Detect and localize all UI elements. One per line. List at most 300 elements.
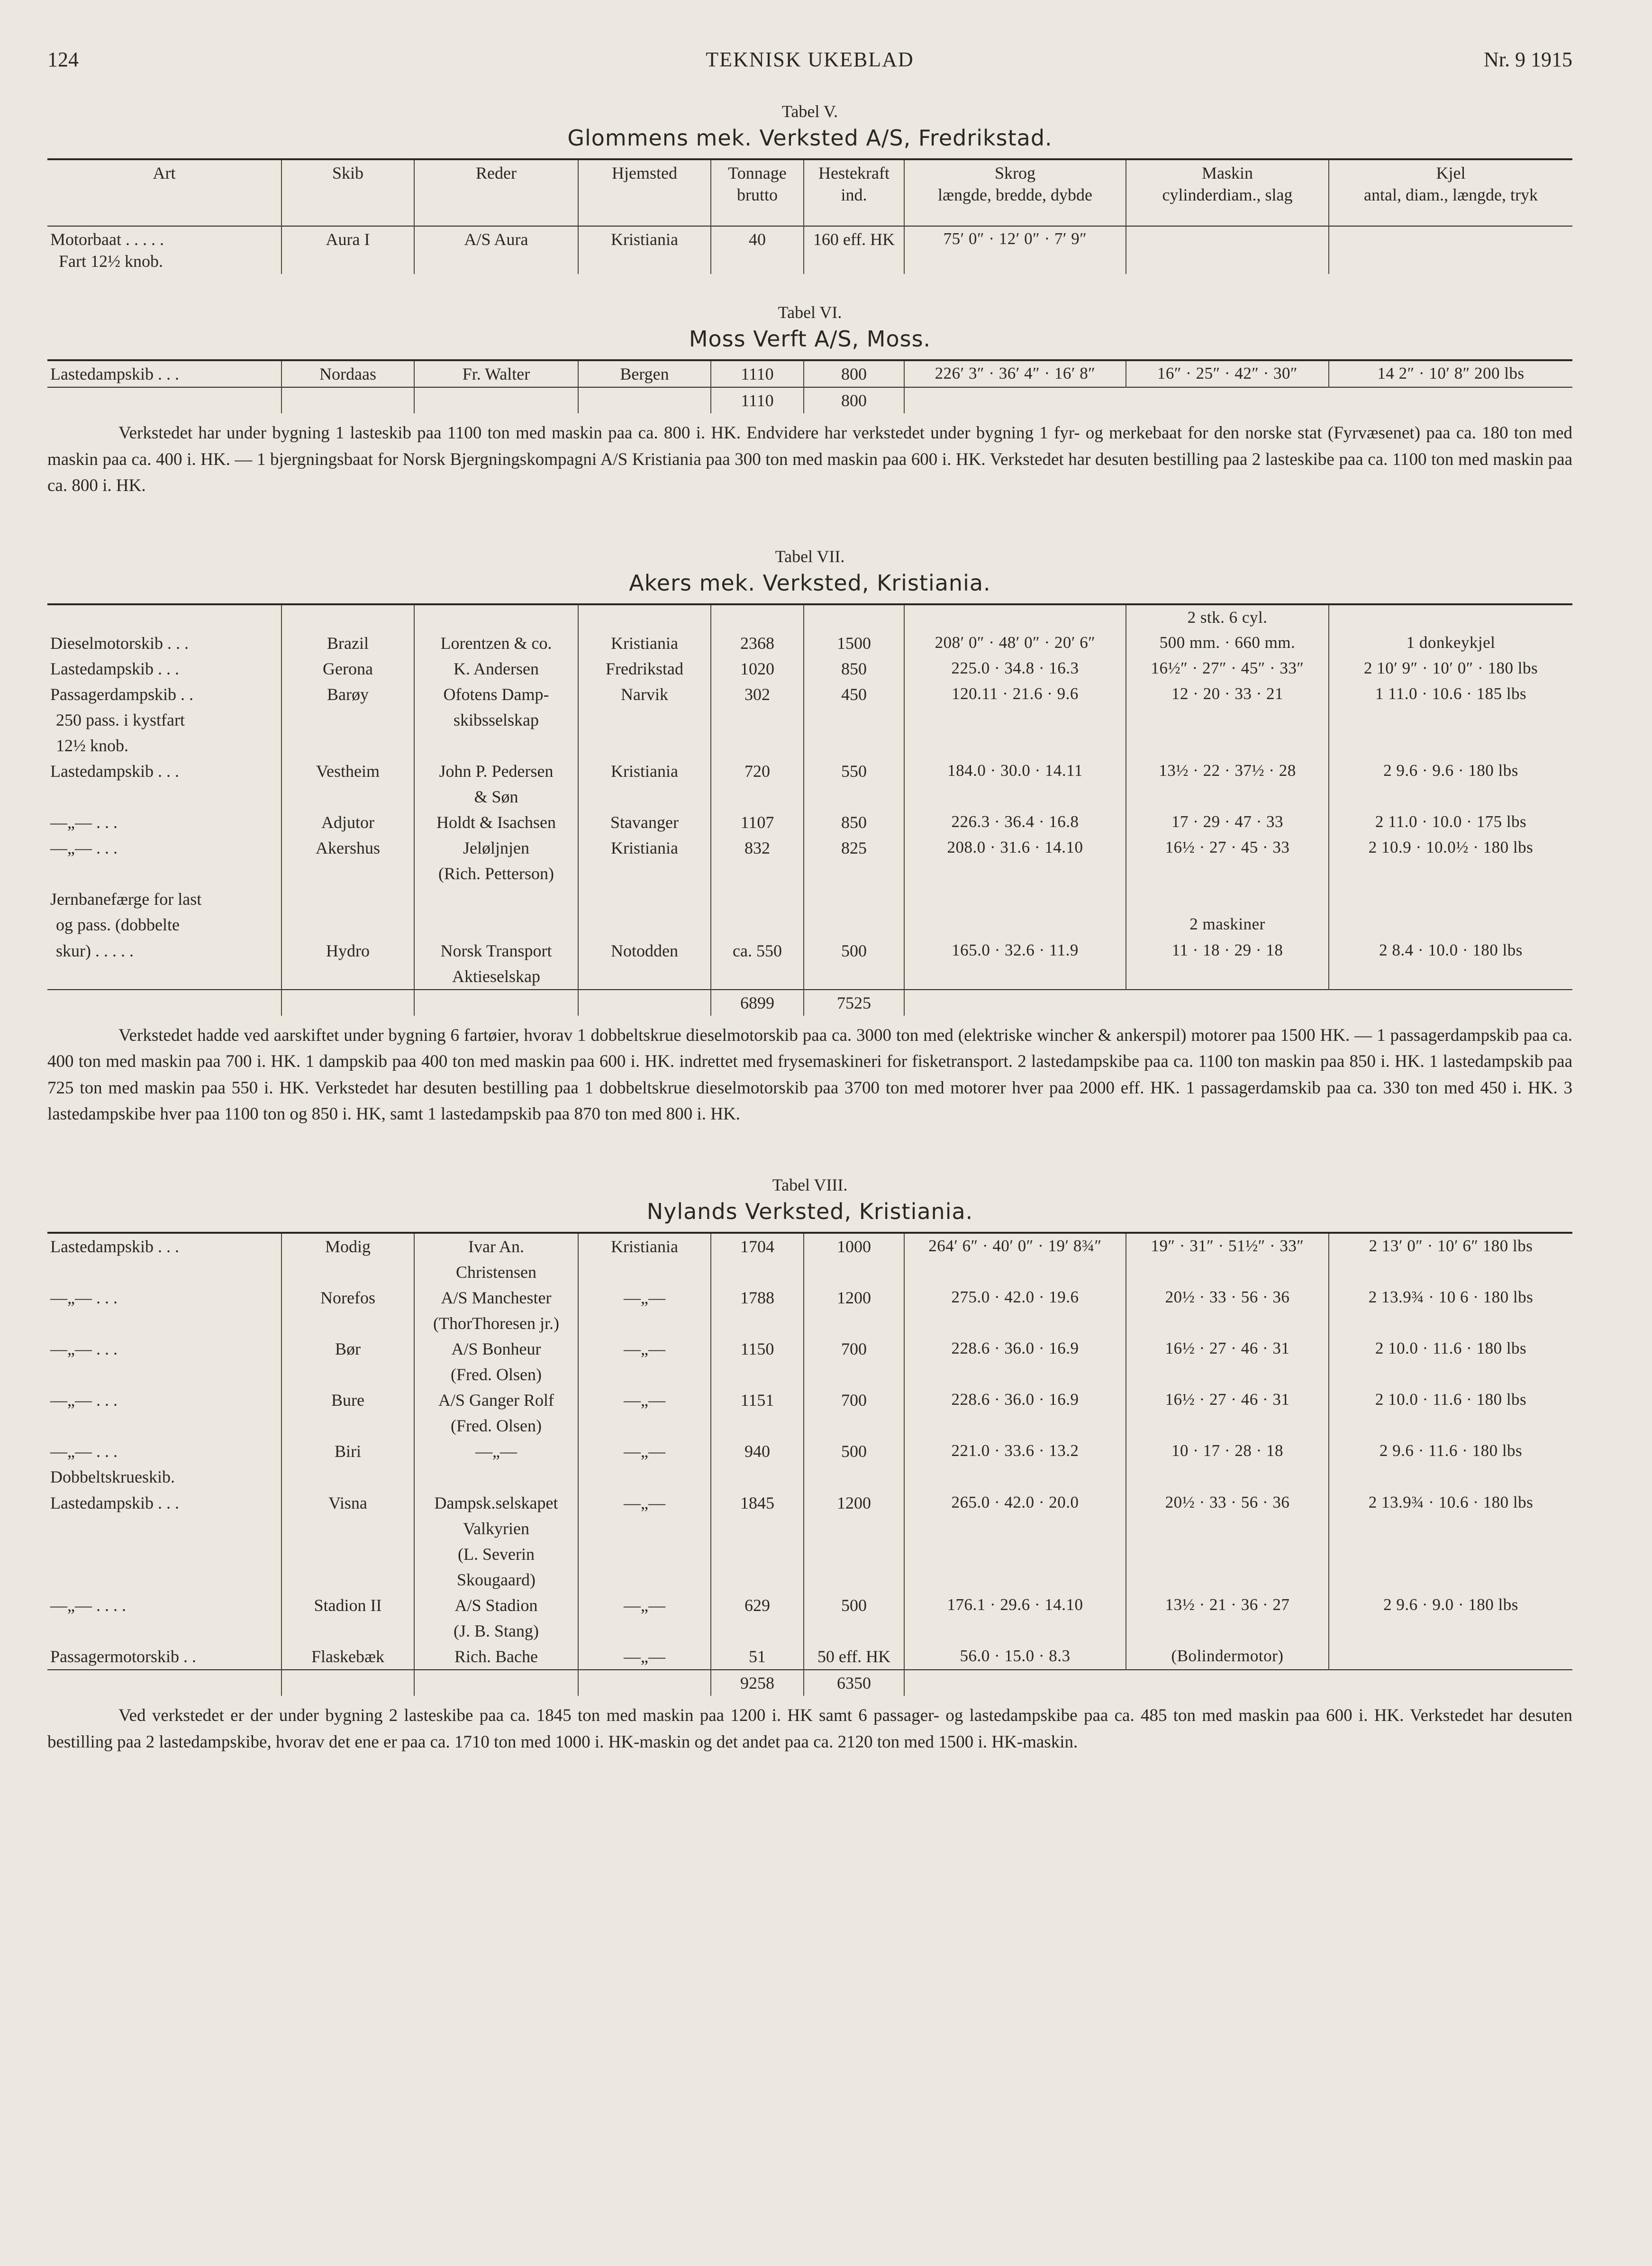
cell-kjel bbox=[1329, 1516, 1572, 1541]
cell-reder: Jeløljnjen bbox=[414, 835, 578, 861]
total-hestekraft: 7525 bbox=[804, 990, 904, 1016]
table-vi-caption: Tabel VI. bbox=[778, 303, 842, 322]
cell-art bbox=[47, 861, 281, 886]
cell-kjel bbox=[1329, 604, 1572, 630]
cell-skib: Visna bbox=[281, 1490, 414, 1516]
cell-kjel: 2 13′ 0″ · 10′ 6″ 180 lbs bbox=[1329, 1233, 1572, 1259]
cell-art-note: Fart 12½ knob. bbox=[59, 252, 163, 271]
cell-art: Lastedampskib . . . bbox=[50, 364, 179, 384]
cell-kjel: 2 10.0 · 11.6 · 180 lbs bbox=[1329, 1387, 1572, 1413]
table-row bbox=[47, 1336, 1572, 1362]
cell-kjel: 14 2″ · 10′ 8″ 200 lbs bbox=[1329, 360, 1572, 387]
cell-reder: Dampsk.selskapet bbox=[414, 1490, 578, 1516]
cell-maskin: 10 · 17 · 28 · 18 bbox=[1126, 1438, 1329, 1464]
cell-hjemsted bbox=[578, 964, 711, 990]
cell-hjemsted bbox=[578, 1516, 711, 1541]
cell-kjel bbox=[1329, 226, 1572, 274]
cell-art: Lastedampskib . . . bbox=[50, 659, 179, 678]
cell-maskin bbox=[1126, 1464, 1329, 1490]
cell-kjel: 2 9.6 · 11.6 · 180 lbs bbox=[1329, 1438, 1572, 1464]
table-vii bbox=[47, 603, 1572, 1016]
cell-skrog: 226.3 · 36.4 · 16.8 bbox=[904, 810, 1126, 835]
cell-maskin: 13½ · 21 · 36 · 27 bbox=[1126, 1593, 1329, 1618]
table-vii-note: Verkstedet hadde ved aarskiftet under bygning 6 fartøier, hvorav 1 dobbeltskrue dieselmotorskib paa ca. 3000 ton med (elektriske wincher & ankerspil) motorer paa 1500 HK. — 1 passagerdampskib paa ca. 400 ton med maskin paa 700 i. HK. 1 dampskib paa 400 ton med maskin paa 600 i. HK. indrettet med frysemaskineri for fisketransport. 2 lastedampskibe paa ca. 1100 ton maskin paa 850 i. HK. 1 lastedampskib paa 725 ton med maskin paa 550 i. HK. Verkstedet har desuten bestilling paa 1 dobbeltskrue dieselmotorskib paa 3700 ton med motorer hver paa 2000 eff. HK. 1 passagerdamskib paa ca. 330 ton med 450 i. HK. 3 lastedampskibe hver paa 1100 ton og 850 i. HK, samt 1 lastedampskib paa 870 ton med 800 i. HK. bbox=[47, 1025, 1572, 1124]
table-row bbox=[47, 1387, 1572, 1413]
total-hestekraft: 800 bbox=[804, 387, 904, 413]
cell-hestekraft bbox=[804, 912, 904, 937]
total-tonnage: 9258 bbox=[711, 1670, 804, 1696]
col-header-kjel: Kjel antal, diam., længde, tryk bbox=[1329, 159, 1572, 226]
cell-skrog bbox=[904, 1516, 1126, 1541]
cell-art bbox=[47, 1413, 281, 1438]
cell-kjel bbox=[1329, 886, 1572, 912]
cell-maskin: 2 maskiner bbox=[1126, 912, 1329, 937]
cell-skib bbox=[281, 1567, 414, 1593]
cell-skib bbox=[281, 1464, 414, 1490]
cell-maskin bbox=[1126, 733, 1329, 758]
cell-art bbox=[47, 1567, 281, 1593]
cell-maskin: 16″ · 25″ · 42″ · 30″ bbox=[1126, 360, 1329, 387]
cell-art bbox=[47, 1259, 281, 1285]
cell-tonnage bbox=[711, 1310, 804, 1336]
cell-maskin: 16½ · 27 · 46 · 31 bbox=[1126, 1336, 1329, 1362]
cell-skib bbox=[281, 1259, 414, 1285]
cell-skib: Nordaas bbox=[281, 360, 414, 387]
cell-hestekraft: 550 bbox=[804, 758, 904, 784]
table-row bbox=[47, 810, 1572, 835]
table-row bbox=[47, 1618, 1572, 1644]
cell-reder: Aktieselskap bbox=[414, 964, 578, 990]
cell-hestekraft: 500 bbox=[804, 1438, 904, 1464]
cell-reder: Holdt & Isachsen bbox=[414, 810, 578, 835]
cell-tonnage bbox=[711, 1259, 804, 1285]
table-row bbox=[47, 886, 1572, 912]
cell-art: Lastedampskib . . . bbox=[50, 762, 179, 781]
cell-kjel: 2 9.6 · 9.6 · 180 lbs bbox=[1329, 758, 1572, 784]
cell-skrog bbox=[904, 1541, 1126, 1567]
cell-hjemsted: Kristiania bbox=[578, 630, 711, 656]
cell-skib: Bør bbox=[281, 1336, 414, 1362]
table-vi-title: Moss Verft A/S, Moss. bbox=[689, 326, 931, 352]
table-header-row bbox=[47, 159, 1572, 226]
cell-art: Passagermotorskib . . bbox=[50, 1647, 196, 1666]
cell-reder: Fr. Walter bbox=[414, 360, 578, 387]
cell-maskin bbox=[1126, 226, 1329, 274]
cell-art: Lastedampskib . . . bbox=[50, 1237, 179, 1256]
cell-skib: Adjutor bbox=[281, 810, 414, 835]
issue-label: Nr. 9 1915 bbox=[1484, 48, 1572, 71]
cell-skib bbox=[281, 912, 414, 937]
cell-skib bbox=[281, 1618, 414, 1644]
cell-art: —„— . . . bbox=[50, 1391, 118, 1410]
cell-skrog: 265.0 · 42.0 · 20.0 bbox=[904, 1490, 1126, 1516]
cell-maskin bbox=[1126, 964, 1329, 990]
cell-kjel bbox=[1329, 1644, 1572, 1670]
cell-hjemsted bbox=[578, 1362, 711, 1387]
cell-reder bbox=[414, 733, 578, 758]
cell-kjel bbox=[1329, 861, 1572, 886]
cell-reder: Rich. Bache bbox=[414, 1644, 578, 1670]
cell-hestekraft: 800 bbox=[804, 360, 904, 387]
cell-art bbox=[47, 1541, 281, 1567]
cell-tonnage bbox=[711, 861, 804, 886]
cell-reder: & Søn bbox=[414, 784, 578, 810]
cell-maskin: 12 · 20 · 33 · 21 bbox=[1126, 682, 1329, 707]
table-viii-caption: Tabel VIII. bbox=[772, 1175, 848, 1194]
table-v-title: Glommens mek. Verksted A/S, Fredrikstad. bbox=[567, 125, 1053, 151]
cell-skrog bbox=[904, 784, 1126, 810]
cell-tonnage: 720 bbox=[711, 758, 804, 784]
cell-art: 12½ knob. bbox=[56, 736, 128, 755]
cell-hestekraft: 500 bbox=[804, 1593, 904, 1618]
cell-hestekraft: 160 eff. HK bbox=[804, 226, 904, 274]
cell-hjemsted: Bergen bbox=[578, 360, 711, 387]
cell-skrog bbox=[904, 1362, 1126, 1387]
cell-art bbox=[47, 604, 281, 630]
cell-skrog: 165.0 · 32.6 · 11.9 bbox=[904, 938, 1126, 964]
cell-art bbox=[47, 1362, 281, 1387]
cell-hestekraft: 850 bbox=[804, 810, 904, 835]
cell-tonnage bbox=[711, 1618, 804, 1644]
cell-reder: Skougaard) bbox=[414, 1567, 578, 1593]
cell-hjemsted bbox=[578, 707, 711, 733]
cell-art: og pass. (dobbelte bbox=[56, 915, 180, 935]
cell-art: skur) . . . . . bbox=[56, 941, 134, 960]
table-row bbox=[47, 1362, 1572, 1387]
table-row bbox=[47, 964, 1572, 990]
cell-tonnage: 1704 bbox=[711, 1233, 804, 1259]
cell-hjemsted bbox=[578, 1259, 711, 1285]
cell-kjel bbox=[1329, 733, 1572, 758]
cell-kjel: 2 10.9 · 10.0½ · 180 lbs bbox=[1329, 835, 1572, 861]
cell-art bbox=[47, 1516, 281, 1541]
cell-hestekraft: 1200 bbox=[804, 1285, 904, 1310]
cell-skrog: 226′ 3″ · 36′ 4″ · 16′ 8″ bbox=[904, 360, 1126, 387]
col-header-maskin: Maskin cylinderdiam., slag bbox=[1126, 159, 1329, 226]
cell-reder: Norsk Transport bbox=[414, 938, 578, 964]
cell-skrog: 228.6 · 36.0 · 16.9 bbox=[904, 1387, 1126, 1413]
totals-row bbox=[47, 990, 1572, 1016]
cell-hestekraft: 700 bbox=[804, 1336, 904, 1362]
cell-maskin: 20½ · 33 · 56 · 36 bbox=[1126, 1490, 1329, 1516]
cell-tonnage bbox=[711, 1516, 804, 1541]
cell-hjemsted: —„— bbox=[578, 1438, 711, 1464]
cell-maskin bbox=[1126, 1310, 1329, 1336]
totals-row bbox=[47, 1670, 1572, 1696]
cell-art: —„— . . . bbox=[50, 1339, 118, 1359]
table-row bbox=[47, 912, 1572, 937]
table-row bbox=[47, 656, 1572, 682]
cell-kjel: 2 10.0 · 11.6 · 180 lbs bbox=[1329, 1336, 1572, 1362]
cell-skrog bbox=[904, 733, 1126, 758]
cell-hestekraft bbox=[804, 886, 904, 912]
cell-reder: (Rich. Petterson) bbox=[414, 861, 578, 886]
table-row bbox=[47, 861, 1572, 886]
cell-hestekraft: 1200 bbox=[804, 1490, 904, 1516]
cell-hjemsted bbox=[578, 1464, 711, 1490]
cell-art bbox=[47, 964, 281, 990]
cell-kjel bbox=[1329, 707, 1572, 733]
cell-maskin: 16½″ · 27″ · 45″ · 33″ bbox=[1126, 656, 1329, 682]
cell-art: —„— . . . bbox=[50, 1288, 118, 1307]
cell-skrog bbox=[904, 1567, 1126, 1593]
cell-art bbox=[47, 784, 281, 810]
cell-skrog: 221.0 · 33.6 · 13.2 bbox=[904, 1438, 1126, 1464]
cell-hestekraft bbox=[804, 1413, 904, 1438]
cell-reder: John P. Pedersen bbox=[414, 758, 578, 784]
cell-tonnage: 940 bbox=[711, 1438, 804, 1464]
cell-hjemsted bbox=[578, 1413, 711, 1438]
table-row bbox=[47, 1567, 1572, 1593]
cell-art: 250 pass. i kystfart bbox=[56, 710, 185, 729]
cell-skib bbox=[281, 886, 414, 912]
cell-hjemsted: Kristiania bbox=[578, 758, 711, 784]
cell-art bbox=[47, 1310, 281, 1336]
cell-skib: Aura I bbox=[281, 226, 414, 274]
cell-kjel bbox=[1329, 1362, 1572, 1387]
cell-reder: (Fred. Olsen) bbox=[414, 1362, 578, 1387]
cell-skib: Barøy bbox=[281, 682, 414, 707]
cell-hjemsted bbox=[578, 912, 711, 937]
cell-reder: K. Andersen bbox=[414, 656, 578, 682]
table-row bbox=[47, 682, 1572, 707]
table-row bbox=[47, 1516, 1572, 1541]
table-row bbox=[47, 784, 1572, 810]
cell-reder: Ofotens Damp- bbox=[414, 682, 578, 707]
table-row bbox=[47, 1413, 1572, 1438]
cell-reder: A/S Manchester bbox=[414, 1285, 578, 1310]
cell-skrog: 184.0 · 30.0 · 14.11 bbox=[904, 758, 1126, 784]
cell-maskin bbox=[1126, 861, 1329, 886]
cell-skib bbox=[281, 733, 414, 758]
cell-skib: Vestheim bbox=[281, 758, 414, 784]
cell-hestekraft bbox=[804, 1259, 904, 1285]
table-vii-caption: Tabel VII. bbox=[775, 546, 845, 566]
table-row bbox=[47, 707, 1572, 733]
cell-skib: Brazil bbox=[281, 630, 414, 656]
cell-kjel: 1 11.0 · 10.6 · 185 lbs bbox=[1329, 682, 1572, 707]
cell-hestekraft bbox=[804, 1362, 904, 1387]
cell-tonnage: 1788 bbox=[711, 1285, 804, 1310]
cell-skrog: 75′ 0″ · 12′ 0″ · 7′ 9″ bbox=[904, 226, 1126, 274]
cell-kjel: 2 10′ 9″ · 10′ 0″ · 180 lbs bbox=[1329, 656, 1572, 682]
cell-hjemsted: Stavanger bbox=[578, 810, 711, 835]
totals-row bbox=[47, 387, 1572, 413]
cell-hjemsted: —„— bbox=[578, 1593, 711, 1618]
cell-skrog: 275.0 · 42.0 · 19.6 bbox=[904, 1285, 1126, 1310]
cell-hestekraft: 1500 bbox=[804, 630, 904, 656]
table-row bbox=[47, 1593, 1572, 1618]
cell-hestekraft bbox=[804, 964, 904, 990]
cell-hestekraft bbox=[804, 784, 904, 810]
cell-maskin bbox=[1126, 1541, 1329, 1567]
col-header-reder: Reder bbox=[414, 159, 578, 226]
cell-skib bbox=[281, 1310, 414, 1336]
cell-hestekraft: 850 bbox=[804, 656, 904, 682]
cell-maskin: 13½ · 22 · 37½ · 28 bbox=[1126, 758, 1329, 784]
cell-kjel bbox=[1329, 1567, 1572, 1593]
total-hestekraft: 6350 bbox=[804, 1670, 904, 1696]
cell-skib bbox=[281, 861, 414, 886]
cell-reder: (J. B. Stang) bbox=[414, 1618, 578, 1644]
cell-hjemsted bbox=[578, 1541, 711, 1567]
table-viii-title: Nylands Verksted, Kristiania. bbox=[646, 1198, 973, 1224]
cell-skib bbox=[281, 707, 414, 733]
cell-hjemsted: —„— bbox=[578, 1387, 711, 1413]
cell-skib: Flaskebæk bbox=[281, 1644, 414, 1670]
cell-kjel: 1 donkeykjel bbox=[1329, 630, 1572, 656]
cell-reder bbox=[414, 886, 578, 912]
cell-tonnage bbox=[711, 1413, 804, 1438]
cell-hjemsted: Narvik bbox=[578, 682, 711, 707]
cell-reder: Ivar An. bbox=[414, 1233, 578, 1259]
cell-kjel: 2 9.6 · 9.0 · 180 lbs bbox=[1329, 1593, 1572, 1618]
cell-skrog bbox=[904, 707, 1126, 733]
cell-art: Jernbanefærge for last bbox=[50, 890, 202, 909]
cell-hestekraft bbox=[804, 1310, 904, 1336]
cell-hestekraft: 450 bbox=[804, 682, 904, 707]
cell-hjemsted bbox=[578, 1567, 711, 1593]
cell-kjel bbox=[1329, 964, 1572, 990]
cell-kjel bbox=[1329, 1464, 1572, 1490]
table-row bbox=[47, 835, 1572, 861]
cell-reder: A/S Ganger Rolf bbox=[414, 1387, 578, 1413]
cell-art: —„— . . . bbox=[50, 838, 118, 858]
cell-skib: Bure bbox=[281, 1387, 414, 1413]
cell-kjel bbox=[1329, 1618, 1572, 1644]
cell-kjel bbox=[1329, 1259, 1572, 1285]
cell-skrog: 208.0 · 31.6 · 14.10 bbox=[904, 835, 1126, 861]
cell-hjemsted: —„— bbox=[578, 1336, 711, 1362]
cell-art: Lastedampskib . . . bbox=[50, 1493, 179, 1512]
cell-hjemsted: —„— bbox=[578, 1644, 711, 1670]
cell-tonnage bbox=[711, 604, 804, 630]
page-number: 124 bbox=[47, 48, 79, 71]
table-row bbox=[47, 1490, 1572, 1516]
cell-maskin bbox=[1126, 1618, 1329, 1644]
table-row bbox=[47, 1259, 1572, 1285]
cell-tonnage bbox=[711, 1541, 804, 1567]
cell-tonnage bbox=[711, 964, 804, 990]
cell-maskin: (Bolindermotor) bbox=[1126, 1644, 1329, 1670]
cell-art: —„— . . . bbox=[50, 813, 118, 832]
table-row bbox=[47, 226, 1572, 274]
table-v bbox=[47, 158, 1572, 274]
cell-art: —„— . . . bbox=[50, 1442, 118, 1461]
cell-hjemsted bbox=[578, 604, 711, 630]
table-row bbox=[47, 1644, 1572, 1670]
cell-skrog bbox=[904, 1413, 1126, 1438]
cell-tonnage: ca. 550 bbox=[711, 938, 804, 964]
cell-skib: Norefos bbox=[281, 1285, 414, 1310]
cell-tonnage: 2368 bbox=[711, 630, 804, 656]
cell-skrog: 228.6 · 36.0 · 16.9 bbox=[904, 1336, 1126, 1362]
cell-skib bbox=[281, 1516, 414, 1541]
cell-maskin: 16½ · 27 · 46 · 31 bbox=[1126, 1387, 1329, 1413]
table-row bbox=[47, 630, 1572, 656]
cell-skrog: 120.11 · 21.6 · 9.6 bbox=[904, 682, 1126, 707]
cell-maskin bbox=[1126, 707, 1329, 733]
cell-hestekraft bbox=[804, 1516, 904, 1541]
cell-kjel: 2 8.4 · 10.0 · 180 lbs bbox=[1329, 938, 1572, 964]
running-head bbox=[47, 43, 1572, 81]
cell-skrog: 225.0 · 34.8 · 16.3 bbox=[904, 656, 1126, 682]
cell-maskin: 11 · 18 · 29 · 18 bbox=[1126, 938, 1329, 964]
table-row bbox=[47, 360, 1572, 387]
col-header-tonnage: Tonnage brutto bbox=[711, 159, 804, 226]
cell-maskin: 16½ · 27 · 45 · 33 bbox=[1126, 835, 1329, 861]
col-header-skib: Skib bbox=[281, 159, 414, 226]
cell-hjemsted: Kristiania bbox=[578, 226, 711, 274]
cell-reder: Christensen bbox=[414, 1259, 578, 1285]
cell-reder: (Fred. Olsen) bbox=[414, 1413, 578, 1438]
cell-reder: —„— bbox=[414, 1438, 578, 1464]
cell-tonnage: 1151 bbox=[711, 1387, 804, 1413]
cell-tonnage bbox=[711, 784, 804, 810]
cell-maskin bbox=[1126, 784, 1329, 810]
total-tonnage: 1110 bbox=[711, 387, 804, 413]
cell-skib: Gerona bbox=[281, 656, 414, 682]
cell-skib: Akershus bbox=[281, 835, 414, 861]
cell-hestekraft: 500 bbox=[804, 938, 904, 964]
cell-skrog bbox=[904, 912, 1126, 937]
cell-hestekraft: 50 eff. HK bbox=[804, 1644, 904, 1670]
cell-maskin bbox=[1126, 1516, 1329, 1541]
cell-maskin bbox=[1126, 1259, 1329, 1285]
cell-art: Motorbaat . . . . . bbox=[50, 230, 164, 249]
cell-hjemsted bbox=[578, 1618, 711, 1644]
cell-tonnage: 832 bbox=[711, 835, 804, 861]
cell-hjemsted: —„— bbox=[578, 1285, 711, 1310]
cell-skib: Modig bbox=[281, 1233, 414, 1259]
cell-skrog bbox=[904, 861, 1126, 886]
cell-maskin: 17 · 29 · 47 · 33 bbox=[1126, 810, 1329, 835]
cell-hjemsted bbox=[578, 886, 711, 912]
table-row bbox=[47, 938, 1572, 964]
cell-hestekraft bbox=[804, 604, 904, 630]
cell-skrog bbox=[904, 1464, 1126, 1490]
table-viii-note: Ved verkstedet er der under bygning 2 lasteskibe paa ca. 1845 ton med maskin paa 1200 i. HK samt 6 passager- og lastedampskibe paa ca. 485 ton med maskin paa 600 i. HK. Verkstedet har desuten bestilling paa 2 lastedampskibe, hvorav det ene er paa ca. 1710 ton med 1000 i. HK-maskin og det andet paa ca. 2120 ton med 1500 i. HK-maskin. bbox=[47, 1706, 1572, 1752]
cell-tonnage: 51 bbox=[711, 1644, 804, 1670]
cell-kjel bbox=[1329, 1541, 1572, 1567]
cell-skrog bbox=[904, 1618, 1126, 1644]
table-vi bbox=[47, 359, 1572, 413]
cell-hestekraft bbox=[804, 1464, 904, 1490]
cell-skib bbox=[281, 1413, 414, 1438]
cell-tonnage bbox=[711, 1567, 804, 1593]
table-row bbox=[47, 1285, 1572, 1310]
cell-hjemsted bbox=[578, 784, 711, 810]
cell-hjemsted: —„— bbox=[578, 1490, 711, 1516]
col-header-hjemsted: Hjemsted bbox=[578, 159, 711, 226]
cell-tonnage bbox=[711, 912, 804, 937]
cell-reder: skibsselskap bbox=[414, 707, 578, 733]
cell-art: Dobbeltskrueskib. bbox=[50, 1467, 175, 1487]
cell-art: Passagerdampskib . . bbox=[50, 684, 193, 704]
table-row bbox=[47, 1464, 1572, 1490]
table-row bbox=[47, 1438, 1572, 1464]
cell-tonnage: 1845 bbox=[711, 1490, 804, 1516]
cell-tonnage bbox=[711, 1464, 804, 1490]
cell-skrog bbox=[904, 886, 1126, 912]
cell-maskin bbox=[1126, 1567, 1329, 1593]
cell-skrog: 208′ 0″ · 48′ 0″ · 20′ 6″ bbox=[904, 630, 1126, 656]
cell-hestekraft bbox=[804, 707, 904, 733]
cell-hjemsted bbox=[578, 733, 711, 758]
cell-reder bbox=[414, 1464, 578, 1490]
cell-art bbox=[47, 1618, 281, 1644]
cell-maskin bbox=[1126, 1413, 1329, 1438]
